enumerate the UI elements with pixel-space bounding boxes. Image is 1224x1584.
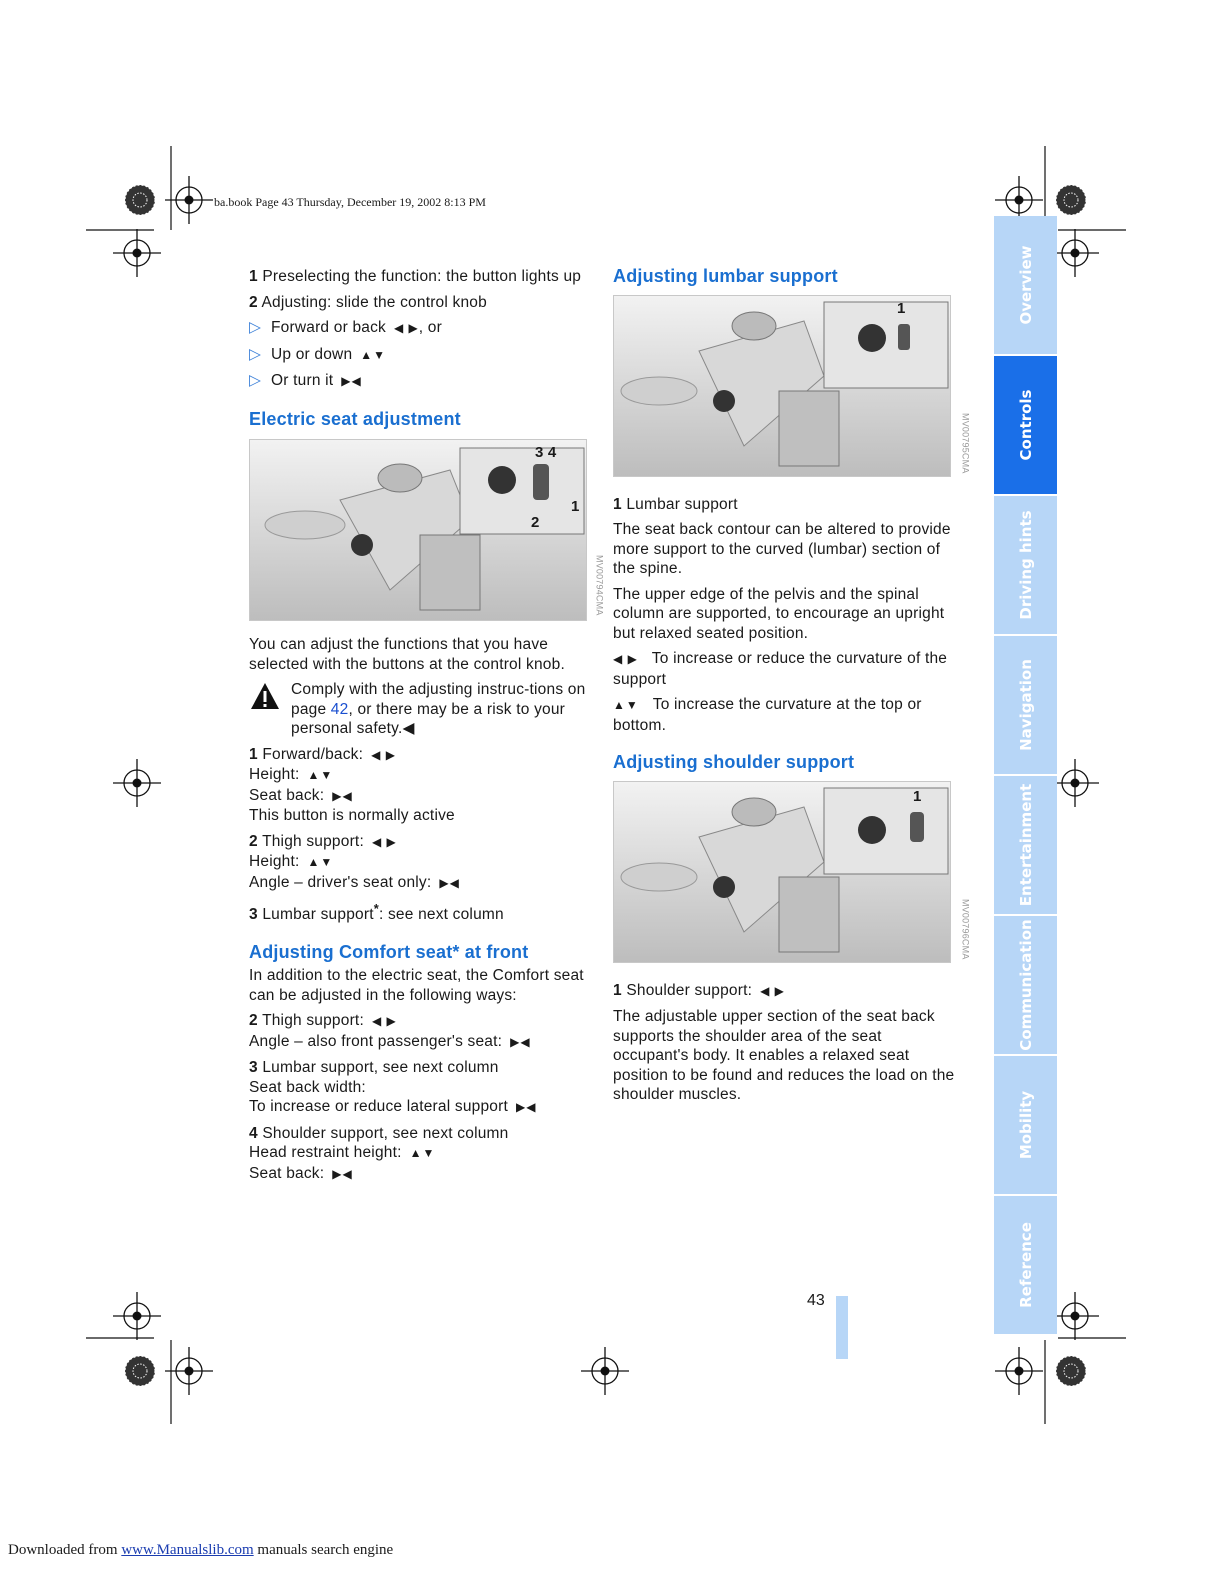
bullet-text: Forward or back [271, 319, 386, 336]
item-number: 1 [249, 268, 258, 285]
item-text: Thigh support: [262, 1012, 364, 1030]
console-illustration [614, 782, 950, 962]
page-number-bar [836, 1296, 848, 1359]
registration-mark [1051, 1292, 1099, 1340]
star-target-mark [125, 185, 155, 215]
triangle-bullet-icon: ▷ [249, 372, 262, 389]
tab-label: Navigation [1016, 659, 1035, 751]
warning-text-part: Comply with the adjusting instruc-tions on page [291, 681, 586, 718]
registration-mark [113, 759, 161, 807]
item-text: To increase or reduce lateral support [249, 1098, 508, 1116]
figure-label: 1 [571, 498, 580, 515]
section-heading: Electric seat adjustment [249, 408, 461, 429]
item-number: 1 [613, 495, 622, 513]
item-text: Adjusting: slide the control knob [261, 293, 487, 311]
item-text: Shoulder support: [626, 981, 753, 999]
warning-text-part: , or there may be a risk to your personal safety.◀ [291, 700, 566, 737]
tab-entertainment[interactable] [994, 776, 1057, 914]
item-number: 4 [249, 1124, 258, 1142]
item-number: 3 [249, 1059, 258, 1077]
footnote-star: * [373, 901, 379, 916]
item-text: Seat back: [249, 786, 325, 804]
arrows-up-down-icon: ▲▼ [613, 698, 639, 712]
registration-mark [995, 1347, 1043, 1395]
footer-text: manuals search engine [253, 1542, 394, 1558]
paragraph: The adjustable upper section of the seat back supports the shoulder area of the seat occupant's body. It enables a relaxed seat position to be found and reduces the load on the shoulder muscles. [613, 1008, 955, 1103]
arrows-left-right-icon: ◀ ▶ [393, 321, 419, 335]
item-number: 1 [613, 981, 622, 999]
bullet-item [249, 318, 594, 339]
registration-mark [165, 176, 213, 224]
tab-overview[interactable] [994, 216, 1057, 354]
list-item [249, 899, 594, 925]
arrows-rotate-icon: ▶◀ [510, 1034, 531, 1049]
paragraph: In addition to the electric seat, the Comfort seat can be adjusted in the following ways: [249, 967, 584, 1004]
figure-code: MV00795CMA [960, 412, 971, 474]
figure-code: MV00794CMA [594, 555, 605, 616]
paragraph-text: To increase the curvature at the top or bottom. [613, 696, 922, 734]
tab-controls[interactable] [994, 356, 1057, 494]
tab-label: Overview [1016, 245, 1035, 325]
figure-label: 1 [913, 787, 922, 805]
paragraph: The upper edge of the pelvis and the spinal column are supported, to encourage an upright but relaxed seated position. [613, 585, 945, 642]
bullet-suffix: , or [418, 319, 442, 336]
bullet-item [249, 371, 594, 392]
item-text: Seat back: [249, 1164, 325, 1182]
item-text: Angle – driver's seat only: [249, 873, 432, 891]
tab-mobility[interactable] [994, 1056, 1057, 1194]
star-target-mark [125, 1356, 155, 1386]
item-text: Forward/back: [262, 745, 364, 763]
arrows-left-right-icon: ◀ ▶ [371, 747, 396, 762]
item-number: 3 [249, 906, 258, 924]
section-heading: Adjusting shoulder support [613, 752, 855, 772]
warning-icon [249, 680, 283, 739]
paragraph: The seat back contour can be altered to provide more support to the curved (lumbar) section of the spine. [613, 521, 951, 577]
arrows-left-right-icon: ◀ ▶ [371, 834, 397, 849]
arrows-left-right-icon: ◀ ▶ [613, 652, 638, 666]
registration-mark [1051, 229, 1099, 277]
page-number: 43 [807, 1292, 825, 1309]
list-item [249, 1058, 594, 1118]
registration-mark [1051, 759, 1099, 807]
item-text: Height: [249, 853, 300, 870]
item-number: 2 [249, 1012, 258, 1030]
star-target-mark [1056, 185, 1086, 215]
figure-code: MV00796CMA [960, 898, 971, 960]
item-text: : see next column [378, 906, 504, 924]
item-text: Lumbar support [262, 906, 374, 924]
paragraph [613, 649, 958, 689]
tab-label: Reference [1016, 1222, 1035, 1308]
item-number: 2 [249, 293, 258, 311]
figure-shoulder-support [613, 781, 971, 963]
list-item [249, 293, 594, 313]
figure-label: 3 4 [535, 444, 557, 461]
figure-electric-seat [249, 439, 605, 621]
list-item [249, 745, 594, 826]
page-header: ba.book Page 43 Thursday, December 19, 2002 8:13 PM [214, 195, 486, 209]
registration-mark [113, 1292, 161, 1340]
arrows-left-right-icon: ◀ ▶ [371, 1014, 397, 1029]
item-text: Angle – also front passenger's seat: [249, 1032, 503, 1050]
tab-label: Controls [1016, 389, 1035, 461]
tab-label: Driving hints [1016, 510, 1035, 620]
paragraph [613, 695, 958, 735]
section-heading: Adjusting lumbar support [613, 266, 838, 286]
warning-note [249, 680, 594, 739]
registration-mark [113, 229, 161, 277]
triangle-bullet-icon: ▷ [249, 319, 262, 336]
bullet-text: Or turn it [271, 372, 334, 389]
item-text: Shoulder support, see next column [262, 1124, 509, 1142]
paragraph: You can adjust the functions that you have selected with the buttons at the control knob. [249, 636, 565, 673]
tab-driving-hints[interactable] [994, 496, 1057, 634]
item-text: Lumbar support, see next column [262, 1059, 499, 1077]
shoulder-console-image [613, 781, 951, 963]
item-text: Preselecting the function: the button lights up [262, 268, 582, 285]
item-text: Seat back width: [249, 1078, 366, 1096]
left-column [249, 267, 605, 1190]
item-text: Lumbar support [626, 495, 738, 513]
item-text: Head restraint height: [249, 1144, 402, 1162]
registration-mark [165, 1347, 213, 1395]
item-text: This button is normally active [249, 807, 455, 824]
tab-navigation[interactable] [994, 636, 1057, 774]
list-item [249, 267, 594, 287]
item-number: 2 [249, 832, 258, 850]
console-illustration [614, 296, 950, 476]
tab-label: Communication [1016, 919, 1035, 1051]
arrows-up-down-icon: ▲▼ [307, 855, 334, 869]
tab-label: Entertainment [1016, 783, 1035, 907]
figure-lumbar-support [613, 295, 971, 477]
list-item [249, 1124, 594, 1185]
item-text: Thigh support: [262, 832, 364, 850]
star-target-mark [1056, 1356, 1086, 1386]
list-item [613, 981, 958, 1002]
arrows-rotate-icon: ▶◀ [439, 875, 460, 890]
item-number: 1 [249, 745, 258, 763]
footer [8, 1542, 393, 1559]
footer-text: Downloaded from [8, 1542, 122, 1558]
tab-communication[interactable] [994, 916, 1057, 1054]
page-link[interactable]: 42 [330, 700, 349, 718]
tab-label: Mobility [1016, 1090, 1035, 1160]
figure-label: 1 [897, 299, 906, 317]
bullet-item [249, 345, 594, 366]
item-text: Height: [249, 766, 300, 783]
right-column [613, 266, 971, 1111]
tab-reference[interactable] [994, 1196, 1057, 1334]
arrows-rotate-icon: ▶◀ [332, 788, 353, 803]
arrows-left-right-icon: ◀ ▶ [760, 983, 785, 998]
triangle-bullet-icon: ▷ [249, 345, 262, 363]
paragraph-text: To increase or reduce the curvature of the support [613, 650, 948, 688]
manualslib-link[interactable]: www.Manualslib.com [121, 1542, 254, 1558]
bullet-text: Up or down [271, 345, 353, 363]
list-item [249, 832, 594, 894]
section-heading: Adjusting Comfort seat* at front [249, 941, 529, 962]
registration-mark [581, 1347, 629, 1395]
arrows-up-down-icon: ▲▼ [360, 347, 387, 362]
chapter-tabs [994, 216, 1057, 1336]
list-item [613, 495, 958, 515]
arrows-up-down-icon: ▲▼ [409, 1146, 436, 1161]
arrows-rotate-icon: ▶◀ [515, 1100, 537, 1115]
arrows-rotate-icon: ▶◀ [341, 374, 362, 388]
lumbar-console-image [613, 295, 951, 477]
figure-label: 2 [531, 514, 540, 531]
arrows-rotate-icon: ▶◀ [332, 1166, 353, 1181]
list-item [249, 1011, 594, 1052]
warning-text [291, 680, 594, 739]
arrows-up-down-icon: ▲▼ [307, 768, 334, 782]
